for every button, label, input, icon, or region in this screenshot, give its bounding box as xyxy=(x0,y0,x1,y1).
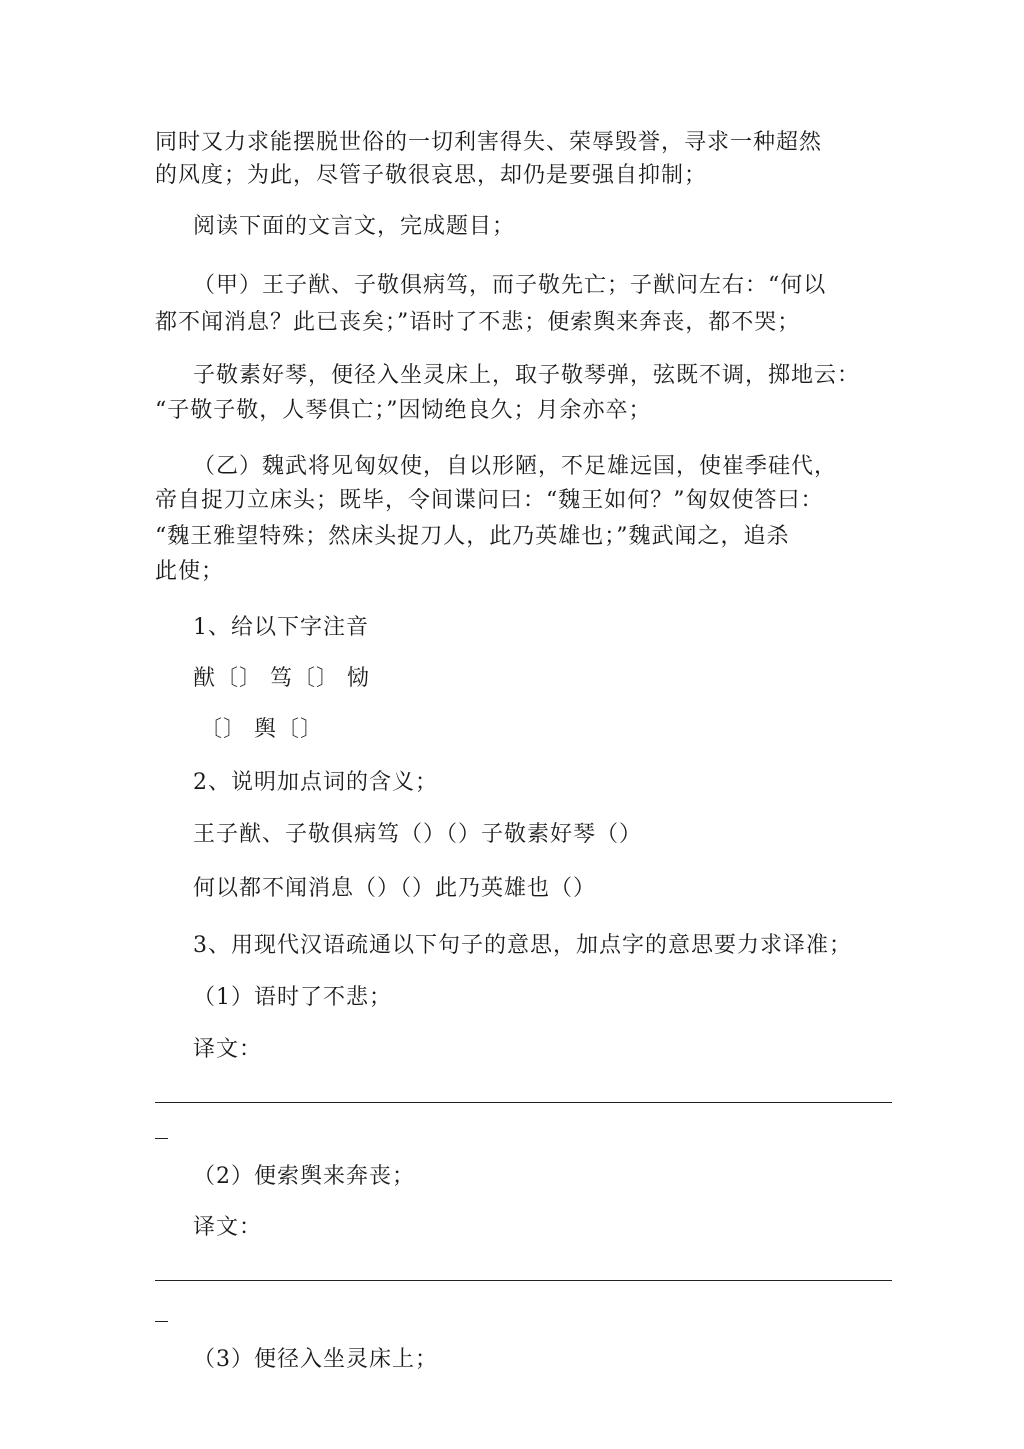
question-3-item-2: （2）便索舆来奔丧； xyxy=(193,1164,415,1189)
passage-yi-line-1: （乙）魏武将见匈奴使，自以形陋，不足雄远国，使崔季硅代， xyxy=(193,454,838,479)
passage-yi-line-2: 帝自捉刀立床头；既毕，令间谍问曰：“魏王如何？”匈奴使答曰： xyxy=(155,488,824,513)
answer-line-1-tail xyxy=(155,1138,168,1139)
question-2-row-1: 王子猷、子敬俱病笃（）（）子敬素好琴（） xyxy=(193,822,643,847)
question-2-title: 2、说明加点词的含义； xyxy=(193,770,438,795)
question-1-row-2: 〔〕 舆〔〕 xyxy=(200,717,323,742)
question-3-item-1: （1）语时了不悲； xyxy=(193,985,392,1010)
reading-instruction: 阅读下面的文言文，完成题目； xyxy=(193,214,516,239)
question-2-row-2: 何以都不闻消息（）（）此乃英雄也（） xyxy=(193,876,597,901)
question-3-title: 3、用现代汉语疏通以下句子的意思，加点字的意思要力求译准； xyxy=(193,933,852,958)
question-1-title: 1、给以下字注音 xyxy=(193,615,369,640)
intro-line-2: 的风度；为此，尽管子敬很哀思，却仍是要强自抑制； xyxy=(155,163,708,188)
question-3-item-3: （3）便径入坐灵床上； xyxy=(193,1347,438,1372)
answer-line-2-tail xyxy=(155,1321,168,1322)
passage-jia-2-line-1: 子敬素好琴，便径入坐灵床上，取子敬琴弹，弦既不调，掷地云： xyxy=(193,363,861,388)
passage-yi-line-3: “魏王雅望特殊；然床头捉刀人，此乃英雄也；”魏武闻之，追杀 xyxy=(155,524,790,549)
answer-line-1 xyxy=(155,1102,892,1103)
translation-label-1: 译文： xyxy=(193,1037,263,1062)
translation-label-2: 译文： xyxy=(193,1215,263,1240)
passage-jia-line-1: （甲）王子猷、子敬俱病笃，而子敬先亡；子猷问左右：“何以 xyxy=(193,273,827,298)
intro-line-1: 同时又力求能摆脱世俗的一切利害得失、荣辱毁誉，寻求一种超然 xyxy=(155,130,823,155)
passage-jia-line-2: 都不闻消息？此已丧矣；”语时了不悲；便索舆来奔丧，都不哭； xyxy=(155,310,801,335)
answer-line-2 xyxy=(155,1280,892,1281)
passage-jia-2-line-2: “子敬子敬，人琴俱亡；”因恸绝良久；月余亦卒； xyxy=(155,398,652,423)
question-1-row-1: 猷〔〕 笃〔〕 恸 xyxy=(193,666,370,691)
passage-yi-line-4: 此使； xyxy=(155,559,225,584)
